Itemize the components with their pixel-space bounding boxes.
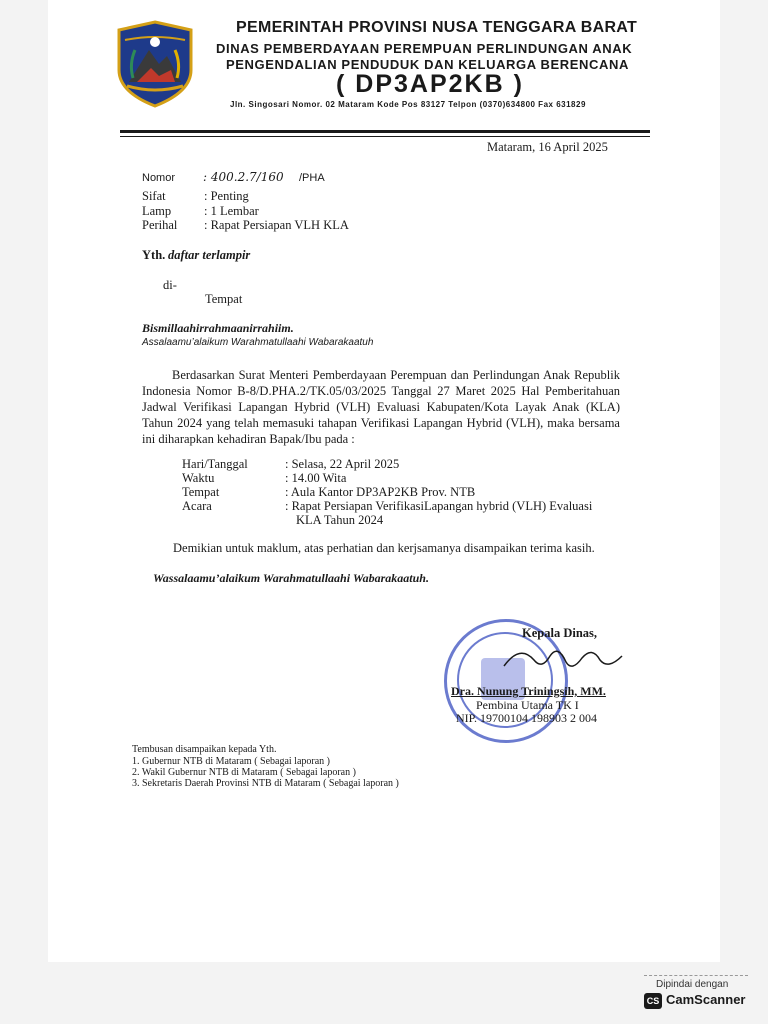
perihal-value: : Rapat Persiapan VLH KLA — [204, 218, 349, 232]
tembusan-item: 2. Wakil Gubernur NTB di Mataram ( Sebagai laporan ) — [132, 767, 356, 778]
signature-nip: NIP. 19700104 198903 2 004 — [456, 711, 598, 725]
nomor-handwritten: : 400.2.7/160 — [203, 170, 284, 184]
camscanner-watermark — [644, 975, 748, 1015]
signature-title: Kepala Dinas, — [522, 626, 598, 640]
handwritten-signature — [500, 638, 625, 678]
body-paragraph — [142, 367, 620, 447]
place-date: Mataram, 16 April 2025 — [487, 140, 608, 154]
letterhead-line-2: DINAS PEMBERDAYAAN PEREMPUAN PERLINDUNGAN ANAK — [216, 41, 633, 56]
recipient-name: daftar terlampir — [168, 248, 251, 262]
wassalam: Wassalaamu’alaikum Warahmatullaahi Wabarakaatuh. — [153, 571, 429, 585]
sifat-label: Sifat — [142, 189, 166, 203]
signature-name: Dra. Nunung Triningsih, MM. — [451, 684, 606, 698]
tembusan-item: 1. Gubernur NTB di Mataram ( Sebagai laporan ) — [132, 756, 330, 767]
schedule-value: : Aula Kantor DP3AP2KB Prov. NTB — [285, 485, 476, 499]
closing-paragraph: Demikian untuk maklum, atas perhatian dan kerjsamanya disampaikan terima kasih. — [173, 541, 595, 555]
basmalah: Bismillaahirrahmaanirrahiim. — [142, 321, 294, 335]
letter-page — [48, 0, 720, 962]
recipient-yth: Yth. — [142, 248, 166, 262]
schedule-label: Tempat — [182, 485, 220, 499]
schedule-value: : Rapat Persiapan VerifikasiLapangan hybrid (VLH) Evaluasi — [285, 499, 593, 513]
provincial-emblem — [115, 20, 195, 108]
tembusan-heading: Tembusan disampaikan kepada Yth. — [132, 744, 277, 755]
perihal-label: Perihal — [142, 218, 178, 232]
sifat-value: : Penting — [204, 189, 249, 203]
lamp-label: Lamp — [142, 204, 172, 218]
camscanner-caption: Dipindai dengan — [656, 979, 729, 990]
nomor-suffix: /PHA — [299, 172, 325, 184]
recipient-place: Tempat — [205, 292, 243, 306]
schedule-label: Acara — [182, 499, 212, 513]
schedule-label: Hari/Tanggal — [182, 457, 248, 471]
nomor-label: Nomor — [142, 172, 176, 184]
letterhead-line-1: PEMERINTAH PROVINSI NUSA TENGGARA BARAT — [236, 19, 638, 36]
letterhead-rule-thick — [120, 130, 650, 133]
body-paragraph-text: Berdasarkan Surat Menteri Pemberdayaan Perempuan dan Perlindungan Anak Republik Indonesia Nomor B-8/D.PHA.2/TK.05/03/2025 Tanggal 27 Maret 2025 Hal Pemberitahuan Jadwal Verifikasi Lapangan Hybrid (VLH) Evaluasi Kabupaten/Kota Layak Anak (KLA) Tahun 2024 yang telah memasuki tahapan Verifikasi Lapangan Hybrid (VLH), maka bersama ini diharapkan kehadiran Bapak/Ibu pada : — [142, 368, 620, 446]
letterhead-address: Jln. Singosari Nomor. 02 Mataram Kode Pos 83127 Telpon (0370)634800 Fax 631829 — [230, 100, 586, 109]
signature-rank: Pembina Utama TK I — [476, 698, 579, 712]
salam: Assalaamu’alaikum Warahmatullaahi Wabarakaatuh — [142, 337, 374, 348]
schedule-value-continued: KLA Tahun 2024 — [296, 513, 384, 527]
schedule-label: Waktu — [182, 471, 215, 485]
letterhead-rule-thin — [120, 136, 650, 137]
schedule-value: : Selasa, 22 April 2025 — [285, 457, 400, 471]
letterhead-acronym: ( DP3AP2KB ) — [336, 70, 524, 98]
lamp-value: : 1 Lembar — [204, 204, 259, 218]
letterhead-line-3: PENGENDALIAN PENDUDUK DAN KELUARGA BERENCANA — [226, 57, 629, 72]
recipient-di: di- — [163, 278, 177, 292]
camscanner-logo-icon: CS — [644, 993, 662, 1009]
camscanner-brand: CamScanner — [666, 992, 746, 1007]
tembusan-item: 3. Sekretaris Daerah Provinsi NTB di Mataram ( Sebagai laporan ) — [132, 778, 399, 789]
schedule-value: : 14.00 Wita — [285, 471, 347, 485]
